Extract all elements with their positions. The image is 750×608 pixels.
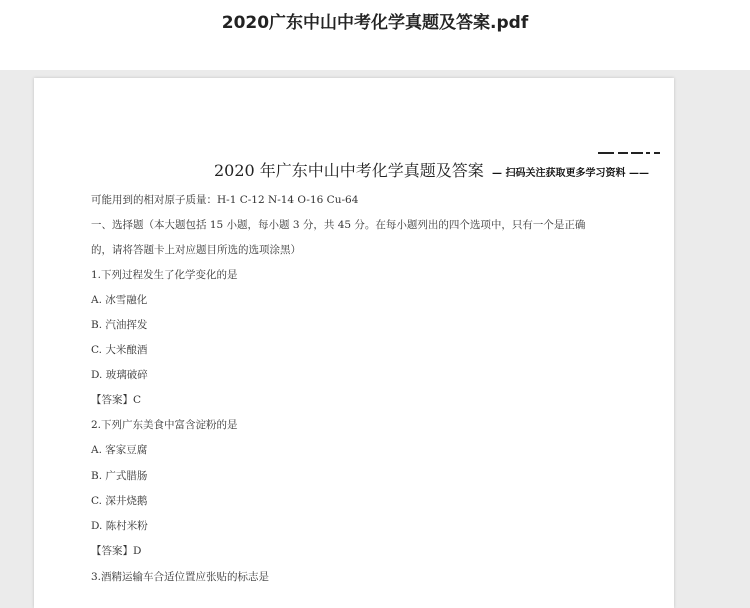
option-2c: C. 深井烧鹅 xyxy=(91,495,148,507)
atomic-mass-line: 可能用到的相对原子质量：H-1 C-12 N-14 O-16 Cu-64 xyxy=(91,194,359,206)
answer-1: 【答案】C xyxy=(91,394,142,406)
answer-2: 【答案】D xyxy=(91,545,142,557)
corner-mark xyxy=(598,150,662,156)
viewer-header xyxy=(0,0,750,70)
option-2d: D. 陈村米粉 xyxy=(91,520,148,532)
promo-text: — 扫码关注获取更多学习资料 —— xyxy=(492,168,649,179)
section-heading-cont: 的，请将答题卡上对应题目所选的选项涂黑） xyxy=(91,244,301,256)
option-1c: C. 大米酿酒 xyxy=(91,344,148,356)
section-heading: 一、选择题（本大题包括 15 小题，每小题 3 分，共 45 分。在每小题列出的四个选项中，只有一个是正确 xyxy=(91,219,586,231)
file-title: 2020广东中山中考化学真题及答案.pdf xyxy=(221,13,529,33)
option-2b: B. 广式腊肠 xyxy=(91,470,148,482)
option-2a: A. 客家豆腐 xyxy=(91,444,148,456)
document-title: 2020 年广东中山中考化学真题及答案 xyxy=(214,161,484,180)
option-1b: B. 汽油挥发 xyxy=(91,319,148,331)
option-1d: D. 玻璃破碎 xyxy=(91,369,148,381)
option-1a: A. 冰雪融化 xyxy=(91,294,148,306)
question-2: 2.下列广东美食中富含淀粉的是 xyxy=(91,419,238,431)
question-3: 3.酒精运输车合适位置应张贴的标志是 xyxy=(91,571,270,583)
question-1: 1.下列过程发生了化学变化的是 xyxy=(91,269,238,281)
pdf-page xyxy=(34,78,674,608)
